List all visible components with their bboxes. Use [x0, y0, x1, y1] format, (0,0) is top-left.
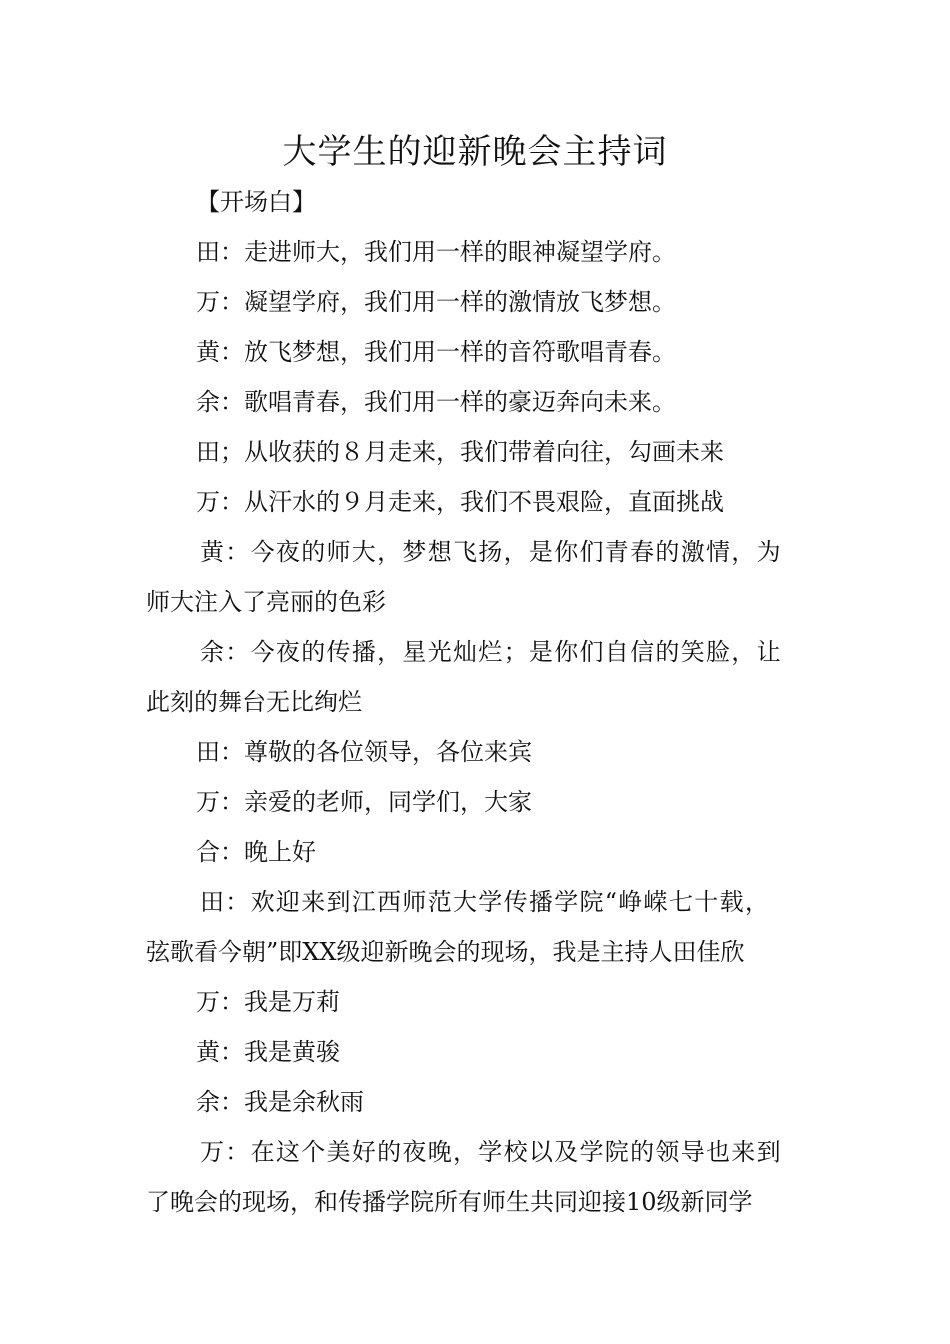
paragraph-line: 万：在这个美好的夜晚，学校以及学院的领导也来到 — [200, 1138, 782, 1166]
paragraph-line: 黄：我是黄骏 — [196, 1038, 340, 1066]
paragraph-line: 合：晚上好 — [196, 838, 316, 866]
paragraph-line: 弦歌看今朝”即XX级迎新晚会的现场，我是主持人田佳欣 — [146, 938, 745, 966]
document-body — [146, 177, 810, 1227]
paragraph-line: 此刻的舞台无比绚烂 — [146, 688, 362, 716]
paragraph-line: 田：走进师大，我们用一样的眼神凝望学府。 — [196, 238, 676, 266]
paragraph-line: 万：从汗水的９月走来，我们不畏艰险，直面挑战 — [196, 488, 724, 516]
paragraph-line: 余：我是余秋雨 — [196, 1088, 364, 1116]
paragraph-line: 田：尊敬的各位领导，各位来宾 — [196, 738, 532, 766]
paragraph-line: 田；从收获的８月走来，我们带着向往，勾画未来 — [196, 438, 724, 466]
paragraph-line: 余：今夜的传播，星光灿烂；是你们自信的笑脸，让 — [200, 638, 782, 666]
paragraph-line: 黄：放飞梦想，我们用一样的音符歌唱青春。 — [196, 338, 676, 366]
paragraph-line: 黄：今夜的师大，梦想飞扬，是你们青春的激情，为 — [200, 538, 782, 566]
paragraph-line: 余：歌唱青春，我们用一样的豪迈奔向未来。 — [196, 388, 676, 416]
paragraph-line: 万：我是万莉 — [196, 988, 340, 1016]
paragraph-line: 田：欢迎来到江西师范大学传播学院“峥嵘七十载， — [200, 888, 771, 916]
paragraph-line: 了晚会的现场，和传播学院所有师生共同迎接10级新同学 — [146, 1188, 753, 1216]
section-heading: 【开场白】 — [196, 188, 316, 216]
paragraph-line: 万：亲爱的老师，同学们，大家 — [196, 788, 532, 816]
paragraph-line: 师大注入了亮丽的色彩 — [146, 588, 386, 616]
document-title: 大学生的迎新晚会主持词 — [282, 132, 668, 172]
paragraph-line: 万：凝望学府，我们用一样的激情放飞梦想。 — [196, 288, 676, 316]
